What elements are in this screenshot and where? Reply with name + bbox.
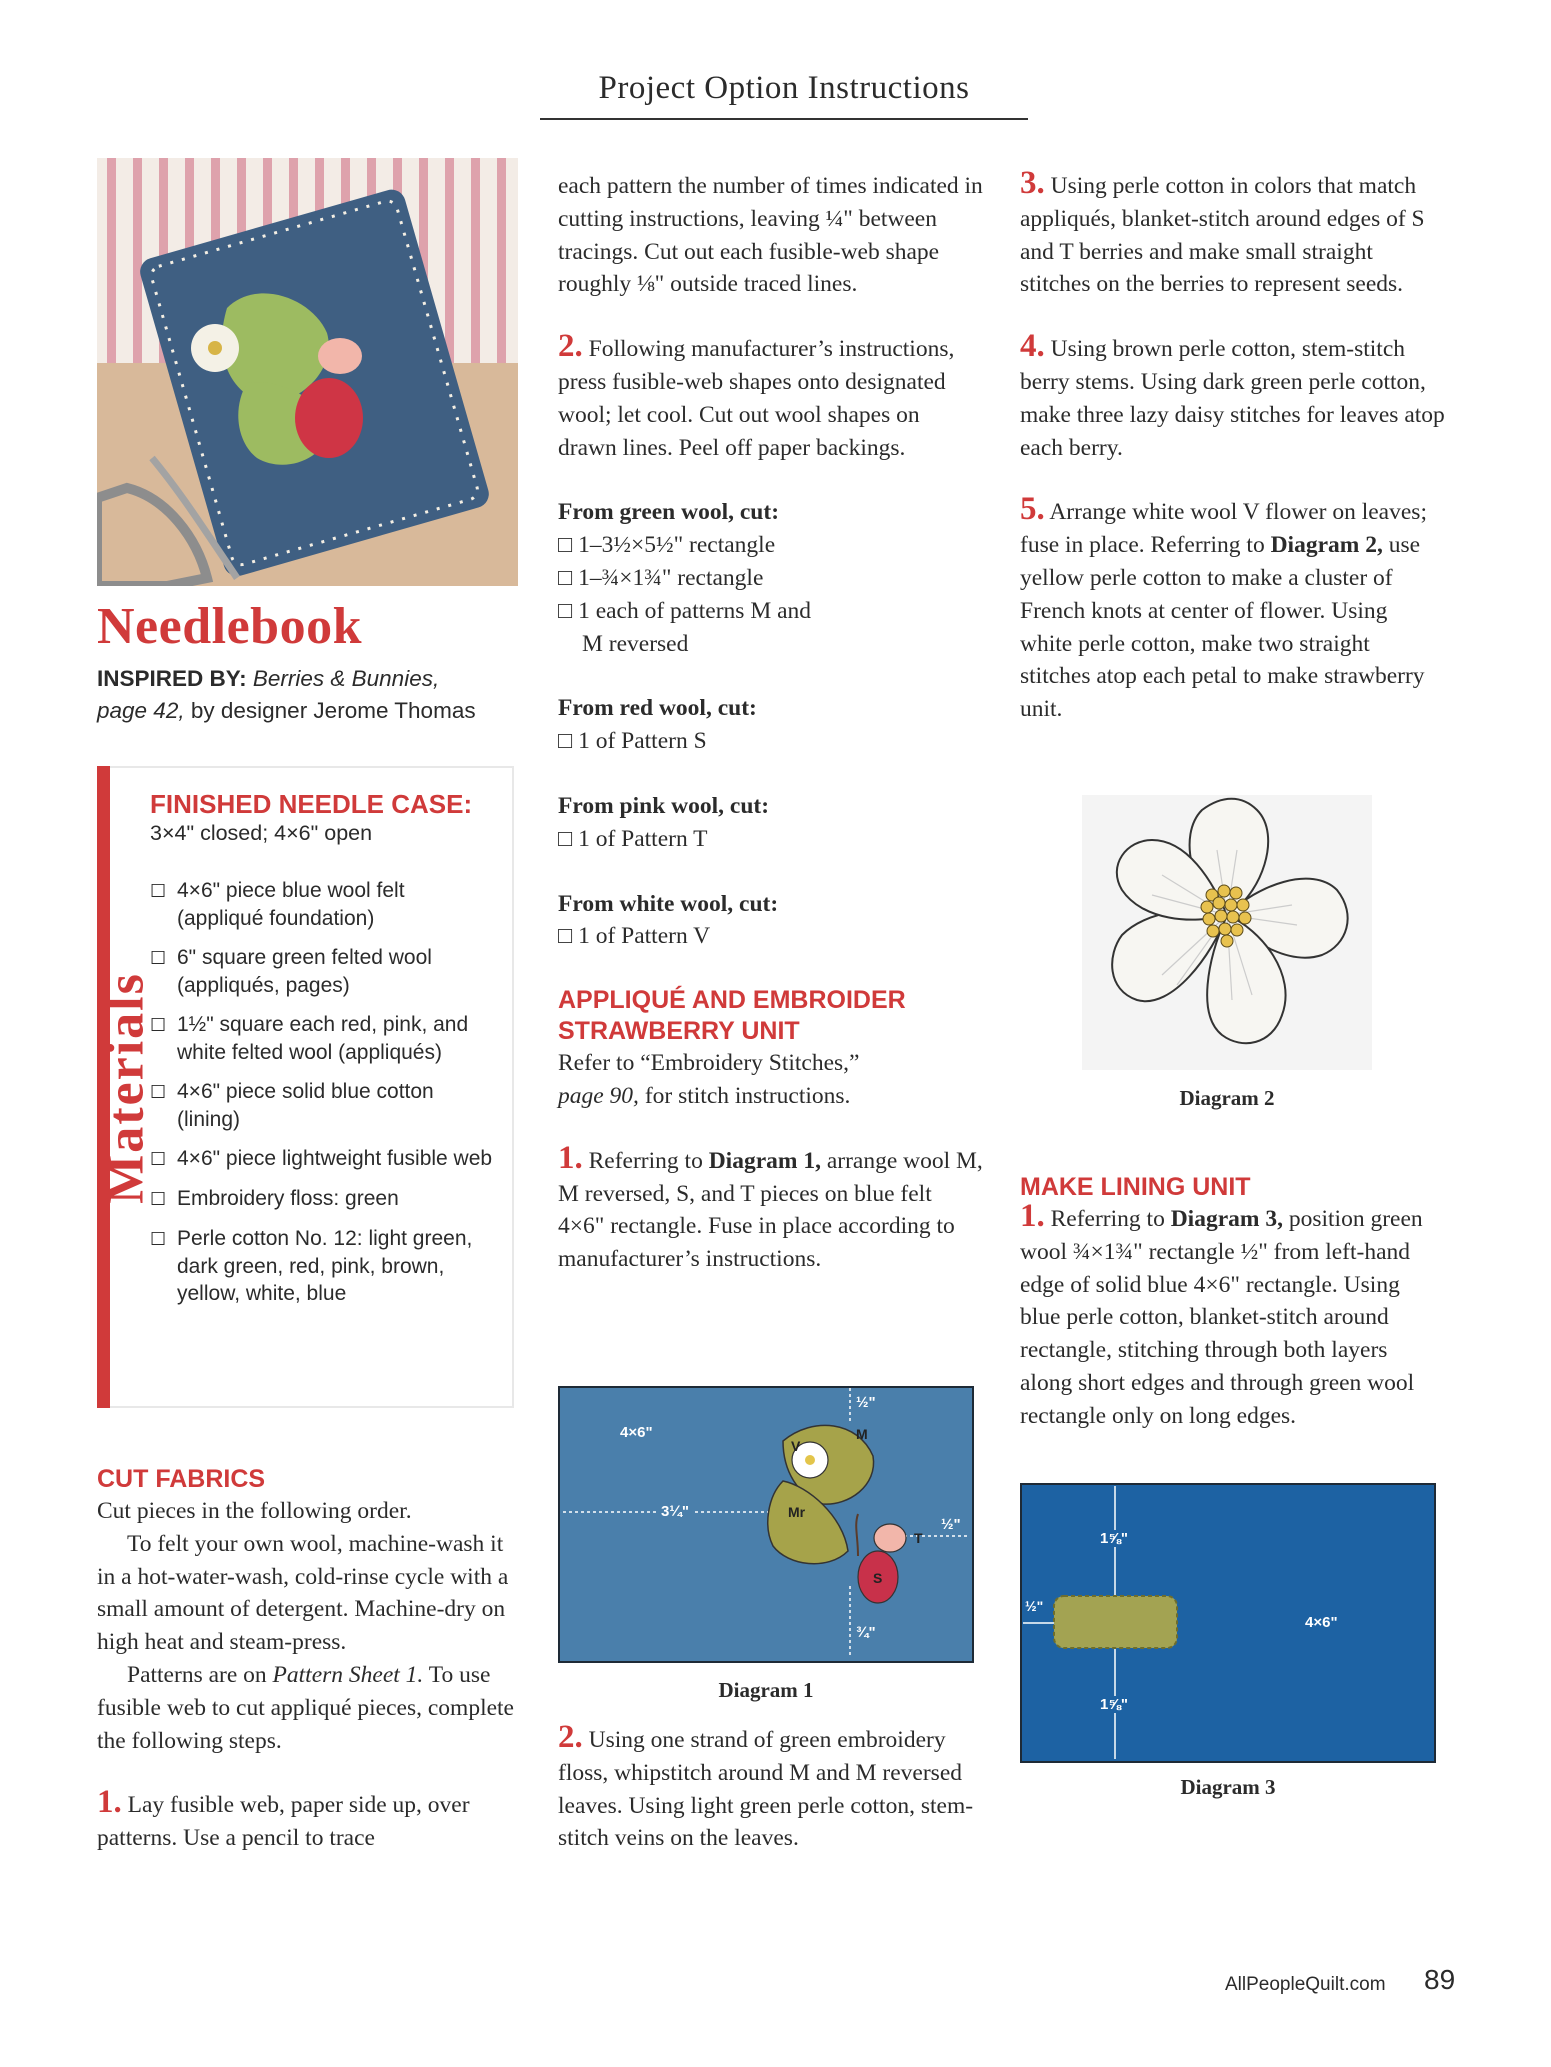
d3-left-label: ½" bbox=[1025, 1598, 1044, 1614]
applique-heading: APPLIQUÉ AND EMBROIDER bbox=[558, 986, 906, 1015]
materials-size: 3×4" closed; 4×6" open bbox=[150, 821, 373, 845]
d1-right-label: ½" bbox=[941, 1516, 961, 1533]
cut-fabrics-section bbox=[97, 1464, 517, 1855]
material-item: ☐ 4×6" piece blue wool felt (appliqué foundation) bbox=[150, 879, 405, 930]
diagram-2 bbox=[1082, 795, 1372, 1070]
inspired-designer: by designer Jerome Thomas bbox=[190, 698, 476, 723]
materials-side-label: Materials bbox=[97, 972, 155, 1204]
cut-fabrics-p2: To felt your own wool, machine-wash it in a hot-water-wash, cold-rinse cycle with a small amount of detergent. Machine-dry on high heat and steam-press. bbox=[97, 1530, 509, 1656]
cut-item: M reversed bbox=[582, 630, 689, 657]
needlebook-photo bbox=[97, 158, 518, 586]
d3-top-label: 1⅝" bbox=[1100, 1530, 1128, 1547]
lining-section bbox=[1020, 1172, 1445, 1433]
d1-bottom-label: ¾" bbox=[856, 1624, 876, 1641]
photo-illustration bbox=[97, 158, 518, 586]
applique-step-2: 2. Using one strand of green embroidery floss, whipstitch around M and M reversed leaves. Using light green perle cotton, stem-stitch veins on the leaves. bbox=[558, 1719, 974, 1852]
applique-refer: Refer to “Embroidery Stitches,” page 90, for stitch instructions. bbox=[558, 1050, 860, 1109]
cut-item: □ 1–3½×5½" rectangle bbox=[558, 532, 776, 559]
d3-size-label: 4×6" bbox=[1305, 1614, 1338, 1631]
material-item: ☐ Perle cotton No. 12: light green, dark green, red, pink, brown, yellow, white, blue bbox=[150, 1227, 473, 1305]
d1-m-label: M bbox=[856, 1426, 868, 1442]
project-title: Needlebook bbox=[97, 598, 362, 655]
material-item: ☐ 6" square green felted wool (appliqués, pages) bbox=[150, 946, 432, 997]
d1-left-label: 3¼" bbox=[658, 1503, 692, 1520]
d1-t-label: T bbox=[914, 1530, 923, 1546]
inspired-page: page 42, bbox=[97, 698, 185, 723]
cut-item: □ 1–¾×1¾" rectangle bbox=[558, 564, 764, 591]
d1-top-label: ½" bbox=[856, 1394, 876, 1411]
diagram-3-caption: Diagram 3 bbox=[1180, 1775, 1276, 1799]
diagram-1-caption: Diagram 1 bbox=[718, 1678, 814, 1702]
cut-fabrics-p1: Cut pieces in the following order. bbox=[97, 1498, 412, 1524]
d1-size-label: 4×6" bbox=[620, 1424, 653, 1441]
inspired-source: Berries & Bunnies, bbox=[252, 666, 440, 691]
lining-heading: MAKE LINING UNIT bbox=[1020, 1173, 1251, 1201]
inspired-label: INSPIRED BY: bbox=[97, 666, 247, 691]
d1-s-label: S bbox=[873, 1570, 883, 1586]
d3-bottom-label: 1⅝" bbox=[1100, 1696, 1128, 1713]
footer-site: AllPeopleQuilt.com bbox=[1225, 1974, 1386, 1995]
cut-step-1: 1. Lay fusible web, paper side up, over patterns. Use a pencil to trace bbox=[97, 1784, 470, 1852]
header-rule bbox=[540, 118, 1028, 120]
d1-v-label: V bbox=[791, 1438, 801, 1454]
column-2-top bbox=[558, 170, 983, 1276]
cut-step-2: 2. Following manufacturer’s instructions, press fusible-web shapes onto designated wool; let cool. Cut out wool shapes on drawn lines. Peel off paper backings. bbox=[558, 328, 955, 461]
column-3-top bbox=[1020, 165, 1445, 726]
inspired-by bbox=[97, 663, 537, 727]
diagram-3 bbox=[1020, 1483, 1436, 1763]
cut-fabrics-heading: CUT FABRICS bbox=[97, 1465, 266, 1493]
applique-step-1: 1. Referring to Diagram 1, arrange wool M, M reversed, S, and T pieces on blue felt 4×6" rectangle. Fuse in place according to manufacturer’s instructions. bbox=[558, 1139, 983, 1273]
lining-step-1: 1. Referring to Diagram 3, position green wool ¾×1¾" rectangle ½" from left-hand edge of solid blue 4×6" rectangle. Using blue perle cotton, blanket-stitch around rectangle, stitching through both layers along short edges and through green wool rectangle only on long edges. bbox=[1020, 1198, 1423, 1429]
diagram-1 bbox=[558, 1386, 974, 1663]
column-2-bottom bbox=[558, 1719, 983, 1855]
cut-item: □ 1 of Pattern S bbox=[558, 728, 707, 755]
cut-item: □ 1 of Pattern V bbox=[558, 923, 711, 950]
green-cut-heading: From green wool, cut: bbox=[558, 499, 780, 526]
cut-step-1-continued: each pattern the number of times indicated in cutting instructions, leaving ¼" between tracings. Cut out each fusible-web shape roughly ⅛" outside traced lines. bbox=[558, 173, 983, 298]
applique-step-3: 3. Using perle cotton in colors that match appliqués, blanket-stitch around edges of S and T berries and make small straight stitches on the berries to represent seeds. bbox=[1020, 165, 1425, 298]
page-number: 89 bbox=[1424, 1964, 1456, 1995]
white-cut-heading: From white wool, cut: bbox=[558, 890, 779, 917]
cut-fabrics-p3: Patterns are on Pattern Sheet 1. To use fusible web to cut appliqué pieces, complete the following steps. bbox=[97, 1661, 514, 1754]
material-item: ☐ 1½" square each red, pink, and white felted wool (appliqués) bbox=[150, 1013, 469, 1064]
material-item: ☐ 4×6" piece solid blue cotton (lining) bbox=[150, 1080, 434, 1131]
material-item: ☐ Embroidery floss: green bbox=[150, 1187, 399, 1210]
cut-item: □ 1 of Pattern T bbox=[558, 825, 708, 852]
pink-cut-heading: From pink wool, cut: bbox=[558, 792, 770, 819]
materials-list bbox=[150, 790, 495, 1320]
page-header-title: Project Option Instructions bbox=[598, 70, 970, 106]
cut-item: □ 1 each of patterns M and bbox=[558, 597, 812, 624]
applique-heading-2: STRAWBERRY UNIT bbox=[558, 1017, 800, 1046]
applique-step-4: 4. Using brown perle cotton, stem-stitch berry stems. Using dark green perle cotton, make three lazy daisy stitches for leaves atop each berry. bbox=[1020, 328, 1445, 461]
materials-heading: FINISHED NEEDLE CASE: bbox=[150, 789, 473, 819]
material-item: ☐ 4×6" piece lightweight fusible web bbox=[150, 1147, 493, 1170]
diagram-2-caption: Diagram 2 bbox=[1179, 1086, 1275, 1110]
d1-mr-label: Mr bbox=[788, 1504, 806, 1520]
applique-step-5: 5. Arrange white wool V flower on leaves; fuse in place. Referring to Diagram 2, use yellow perle cotton to make a cluster of French knots at center of flower. Using white perle cotton, make two straight stitches atop each petal to make strawberry unit. bbox=[1020, 491, 1427, 723]
red-cut-heading: From red wool, cut: bbox=[558, 695, 757, 722]
